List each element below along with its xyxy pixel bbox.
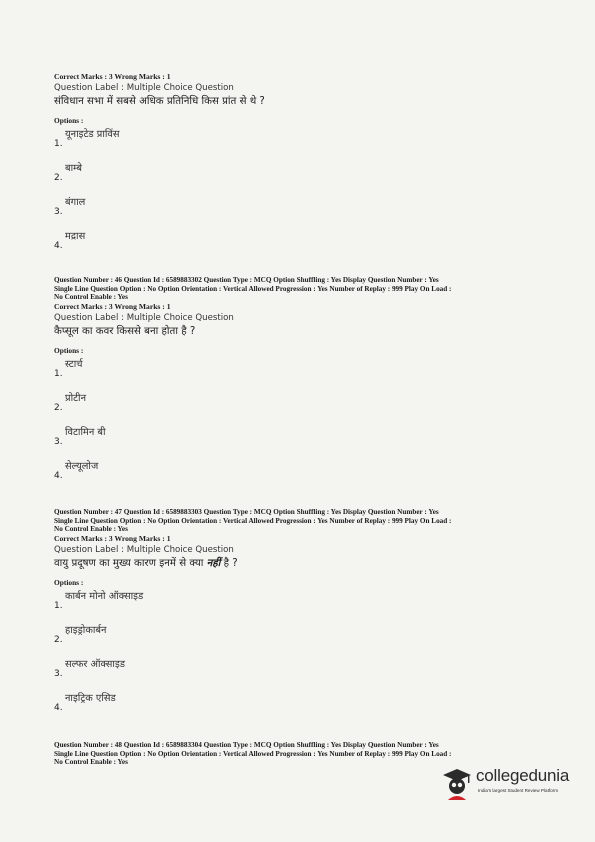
option-text: बाम्बे — [65, 163, 82, 174]
question-text-end: है ? — [220, 557, 238, 569]
option-number: 3. — [54, 207, 63, 217]
marks-line: Correct Marks : 3 Wrong Marks : 1 — [54, 72, 171, 81]
question-46 — [54, 276, 554, 491]
option-4 — [54, 689, 554, 723]
option-3 — [54, 193, 554, 227]
option-text: सेल्यूलोज — [65, 460, 99, 472]
question-meta-line-1: Question Number : 46 Question Id : 6589883302 Question Type : MCQ Option Shuffling : Yes Display Question Number : Yes — [54, 276, 439, 284]
option-number: 4. — [54, 702, 63, 713]
option-text: यूनाइटेड प्राविंस — [65, 129, 120, 140]
options-label: Options : — [54, 345, 84, 355]
option-text: नाइट्रिक एसिड — [65, 692, 116, 704]
marks-line: Correct Marks : 3 Wrong Marks : 1 — [54, 301, 171, 311]
question-text-start: वायु प्रदूषण का मुख्य कारण इनमें से क्या — [54, 557, 207, 569]
option-number: 3. — [54, 668, 63, 679]
option-number: 1. — [54, 139, 63, 149]
question-meta-line-2: Single Line Question Option : No Option Orientation : Vertical Allowed Progression : Yes Number of Replay : 999 Play On Load : — [54, 284, 452, 293]
option-number: 4. — [54, 470, 63, 481]
options-label: Options : — [54, 116, 84, 125]
question-text: कैप्सूल का कवर किससे बना होता है ? — [54, 325, 196, 337]
option-text: हाइड्रोकार्बन — [65, 624, 107, 636]
question-label: Question Label : Multiple Choice Question — [54, 83, 234, 93]
option-2 — [54, 159, 554, 193]
option-4 — [54, 457, 554, 491]
question-meta-line-1: Question Number : 48 Question Id : 6589883304 Question Type : MCQ Option Shuffling : Yes Display Question Number : Yes — [54, 741, 439, 749]
marks-line: Correct Marks : 3 Wrong Marks : 1 — [54, 533, 171, 543]
options-label: Options : — [54, 577, 84, 587]
option-1 — [54, 587, 554, 621]
graduate-mascot-icon — [440, 766, 474, 802]
question-45 — [54, 72, 554, 261]
option-text: प्रोटीन — [65, 392, 87, 404]
question-meta-line-2: Single Line Question Option : No Option Orientation : Vertical Allowed Progression : Yes Number of Replay : 999 Play On Load : — [54, 516, 452, 525]
question-text: संविधान सभा में सबसे अधिक प्रतिनिधि किस प्रांत से थे ? — [54, 96, 265, 107]
option-number: 4. — [54, 241, 63, 251]
option-text: बंगाल — [65, 197, 86, 208]
option-text: कार्बन मोनो ऑक्साइड — [65, 590, 144, 602]
option-2 — [54, 621, 554, 655]
logo-wordmark: collegedunia — [476, 766, 570, 785]
question-meta-line-3: No Control Enable : Yes — [54, 293, 128, 302]
option-1 — [54, 125, 554, 159]
question-label: Question Label : Multiple Choice Question — [54, 544, 234, 555]
question-text — [54, 556, 554, 572]
option-1 — [54, 355, 554, 389]
question-meta-line-3: No Control Enable : Yes — [54, 758, 128, 767]
question-meta-line-2: Single Line Question Option : No Option Orientation : Vertical Allowed Progression : Yes Number of Replay : 999 Play On Load : — [54, 749, 452, 758]
option-number: 2. — [54, 173, 63, 183]
question-meta-line-1: Question Number : 47 Question Id : 6589883303 Question Type : MCQ Option Shuffling : Yes Display Question Number : Yes — [54, 508, 439, 516]
option-number: 2. — [54, 402, 63, 413]
collegedunia-logo — [440, 766, 580, 802]
question-47 — [54, 508, 554, 723]
option-text: सल्फर ऑक्साइड — [65, 658, 126, 670]
option-number: 2. — [54, 634, 63, 645]
option-number: 1. — [54, 368, 63, 379]
option-text: स्टार्च — [65, 358, 83, 370]
logo-tagline: India's largest Student Review Platform — [478, 788, 559, 793]
option-4 — [54, 227, 554, 261]
option-3 — [54, 423, 554, 457]
question-meta-line-3: No Control Enable : Yes — [54, 525, 128, 534]
option-text: विटामिन बी — [65, 426, 106, 438]
question-label: Question Label : Multiple Choice Question — [54, 312, 234, 323]
option-number: 3. — [54, 436, 63, 447]
option-number: 1. — [54, 600, 63, 611]
option-text: मद्रास — [65, 231, 86, 242]
question-text-emphasis: नहीं — [206, 557, 221, 569]
option-3 — [54, 655, 554, 689]
question-48 — [54, 741, 554, 767]
option-2 — [54, 389, 554, 423]
